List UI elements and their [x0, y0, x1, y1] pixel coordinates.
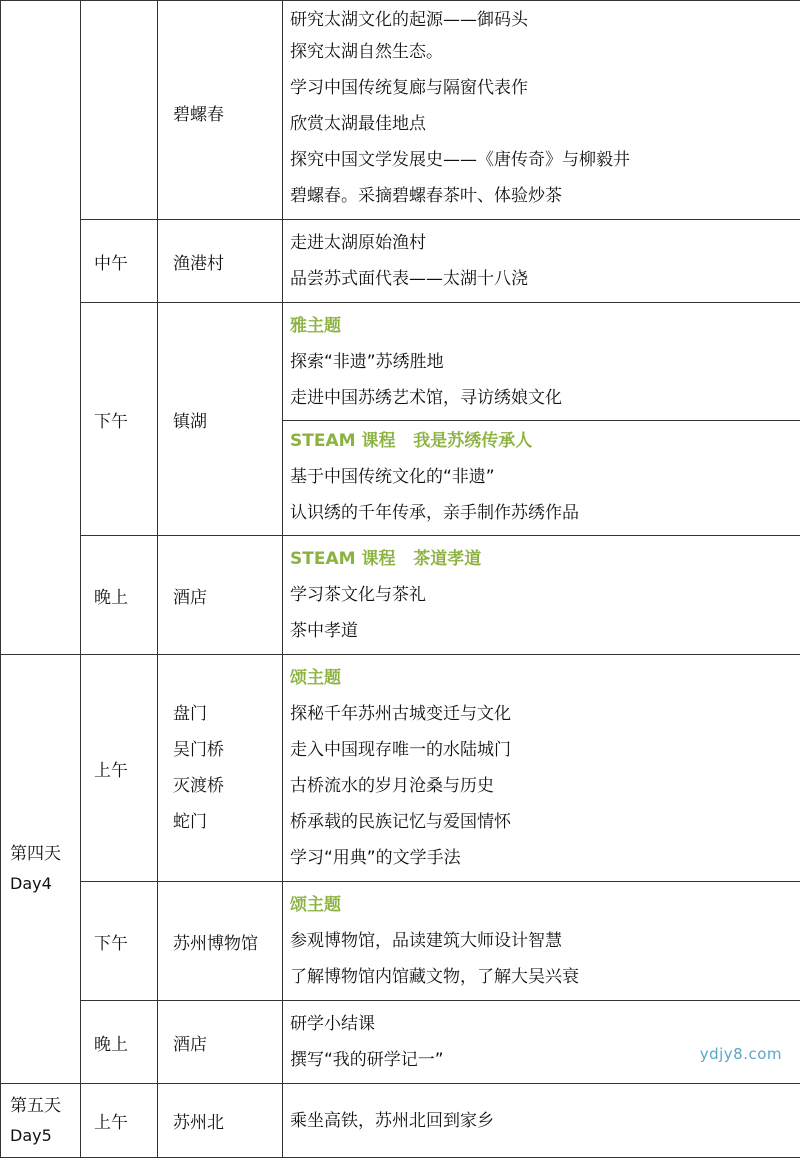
day-label-en: Day4	[10, 869, 80, 899]
content-line: 碧螺春。采摘碧螺春茶叶、体验炒茶	[290, 178, 800, 214]
content-cell	[283, 303, 800, 536]
day-cell	[1, 655, 81, 1084]
content-line: 桥承载的民族记忆与爱国情怀	[290, 804, 800, 840]
content-cell	[283, 1, 800, 220]
place-cell: 苏州博物馆	[158, 882, 283, 1001]
content-line: 走进太湖原始渔村	[290, 225, 800, 261]
content-line: 基于中国传统文化的“非遗”	[290, 459, 800, 495]
table-row	[1, 1084, 800, 1158]
time-cell: 上午	[81, 655, 158, 882]
content-line: 走入中国现存唯一的水陆城门	[290, 732, 800, 768]
content-line: 了解博物馆内馆藏文物，了解大吴兴衰	[290, 959, 800, 995]
content-line: 古桥流水的岁月沧桑与历史	[290, 768, 800, 804]
content-line: 参观博物馆，品读建筑大师设计智慧	[290, 923, 800, 959]
day-cell	[1, 1084, 81, 1158]
place-cell: 镇湖	[158, 303, 283, 536]
place-cell: 酒店	[158, 1001, 283, 1084]
content-line: 走进中国苏绣艺术馆，寻访绣娘文化	[290, 380, 800, 416]
day-cell	[1, 1, 81, 655]
place-cell: 酒店	[158, 536, 283, 655]
content-line: 探秘千年苏州古城变迁与文化	[290, 696, 800, 732]
content-line: 研学小结课	[290, 1006, 800, 1042]
content-line: 品尝苏式面代表——太湖十八浇	[290, 261, 800, 297]
day-label: 第五天	[10, 1091, 80, 1121]
content-line: 欣赏太湖最佳地点	[290, 106, 800, 142]
theme-label: STEAM 课程 茶道孝道	[290, 541, 800, 577]
content-cell	[283, 220, 800, 303]
place-label: 碧螺春	[173, 103, 282, 127]
content-subcell	[283, 421, 800, 535]
table-row	[1, 655, 800, 882]
content-cell	[283, 1001, 800, 1084]
content-line: 学习“用典”的文学手法	[290, 840, 800, 876]
content-line: 探索“非遗”苏绣胜地	[290, 344, 800, 380]
content-line: 认识绣的千年传承，亲手制作苏绣作品	[290, 495, 800, 531]
place-cell: 渔港村	[158, 220, 283, 303]
theme-label: STEAM 课程 我是苏绣传承人	[290, 423, 800, 459]
content-line: 撰写“我的研学记一”	[290, 1042, 800, 1078]
content-cell	[283, 655, 800, 882]
content-line: 研究太湖文化的起源——御码头	[290, 6, 800, 34]
content-cell	[283, 882, 800, 1001]
content-line: 学习茶文化与茶礼	[290, 577, 800, 613]
place-cell	[158, 1, 283, 220]
content-line: 探究太湖自然生态。	[290, 34, 800, 70]
content-line: 乘坐高铁，苏州北回到家乡	[290, 1103, 800, 1139]
watermark: ydjy8.com	[700, 1045, 782, 1063]
content-line: 探究中国文学发展史——《唐传奇》与柳毅井	[290, 142, 800, 178]
table-row	[1, 536, 800, 655]
time-cell: 下午	[81, 303, 158, 536]
theme-label: 颂主题	[290, 887, 800, 923]
place-cell: 苏州北	[158, 1084, 283, 1158]
content-line: 学习中国传统复廊与隔窗代表作	[290, 70, 800, 106]
place-label: 吴门桥	[173, 732, 282, 768]
content-cell	[283, 1084, 800, 1158]
day-label-en: Day5	[10, 1121, 80, 1151]
time-cell: 晚上	[81, 1001, 158, 1084]
place-label: 盘门	[173, 696, 282, 732]
theme-label: 雅主题	[290, 308, 800, 344]
place-label: 灭渡桥	[173, 768, 282, 804]
theme-label: 颂主题	[290, 660, 800, 696]
content-line: 茶中孝道	[290, 613, 800, 649]
time-cell	[81, 1, 158, 220]
table-row	[1, 220, 800, 303]
content-cell	[283, 536, 800, 655]
time-cell: 晚上	[81, 536, 158, 655]
time-cell: 中午	[81, 220, 158, 303]
time-cell: 上午	[81, 1084, 158, 1158]
table-row	[1, 1001, 800, 1084]
place-cell	[158, 655, 283, 882]
content-subcell	[283, 303, 800, 421]
table-row	[1, 882, 800, 1001]
place-label: 蛇门	[173, 804, 282, 840]
table-row	[1, 303, 800, 536]
day-label: 第四天	[10, 839, 80, 869]
table-row	[1, 1, 800, 220]
time-cell: 下午	[81, 882, 158, 1001]
